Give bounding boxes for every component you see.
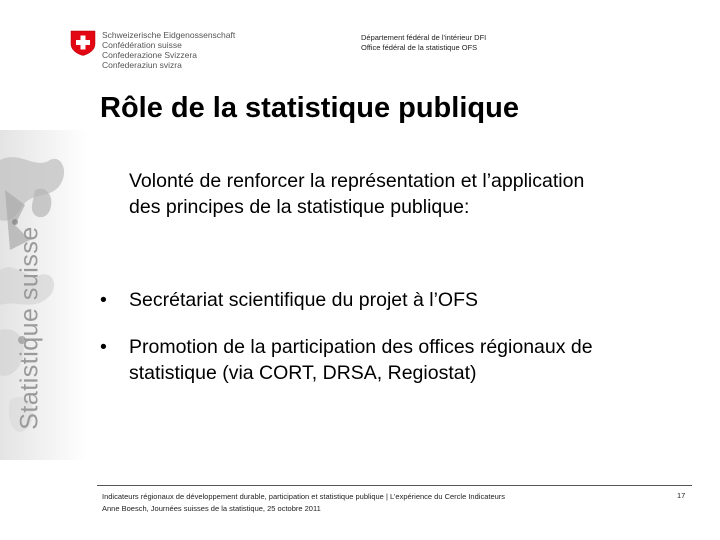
- bullet-item: [100, 334, 600, 386]
- side-brand-label: [10, 225, 50, 430]
- page-number: 17: [677, 491, 686, 500]
- bullet-text: Promotion de la participation des offices régionaux de statistique (via CORT, DRSA, Regiostat): [129, 336, 593, 384]
- confederation-line: Schweizerische Eidgenossenschaft: [102, 30, 236, 40]
- bullet-text: Secrétariat scientifique du projet à l’OFS: [129, 289, 479, 311]
- footer-divider: [97, 485, 692, 486]
- slide-title: Rôle de la statistique publique: [100, 92, 519, 124]
- swiss-flag-icon: [70, 30, 96, 56]
- department-header: [361, 33, 486, 53]
- bullet-marker: •: [100, 336, 107, 358]
- confederation-line: Confederaziun svizra: [102, 60, 182, 70]
- confederation-line: Confédération suisse: [102, 40, 182, 50]
- side-brand-text: Statistique suisse: [15, 225, 44, 430]
- bullet-marker: •: [100, 289, 107, 311]
- footer-line: Indicateurs régionaux de développement durable, participation et statistique publique | L’expérience du Cercle Indicateurs: [102, 492, 506, 501]
- department-line: Département fédéral de l'intérieur DFI: [361, 33, 487, 42]
- bullet-item: [100, 287, 600, 313]
- footer-line: Anne Boesch, Journées suisses de la statistique, 25 octobre 2011: [102, 504, 321, 513]
- confederation-line: Confederazione Svizzera: [102, 50, 197, 60]
- department-line: Office fédéral de la statistique OFS: [361, 43, 478, 52]
- intro-paragraph: Volonté de renforcer la représentation et l’application des principes de la statistique publique:: [129, 170, 585, 218]
- confederation-names: [102, 30, 235, 70]
- footer: [102, 491, 505, 515]
